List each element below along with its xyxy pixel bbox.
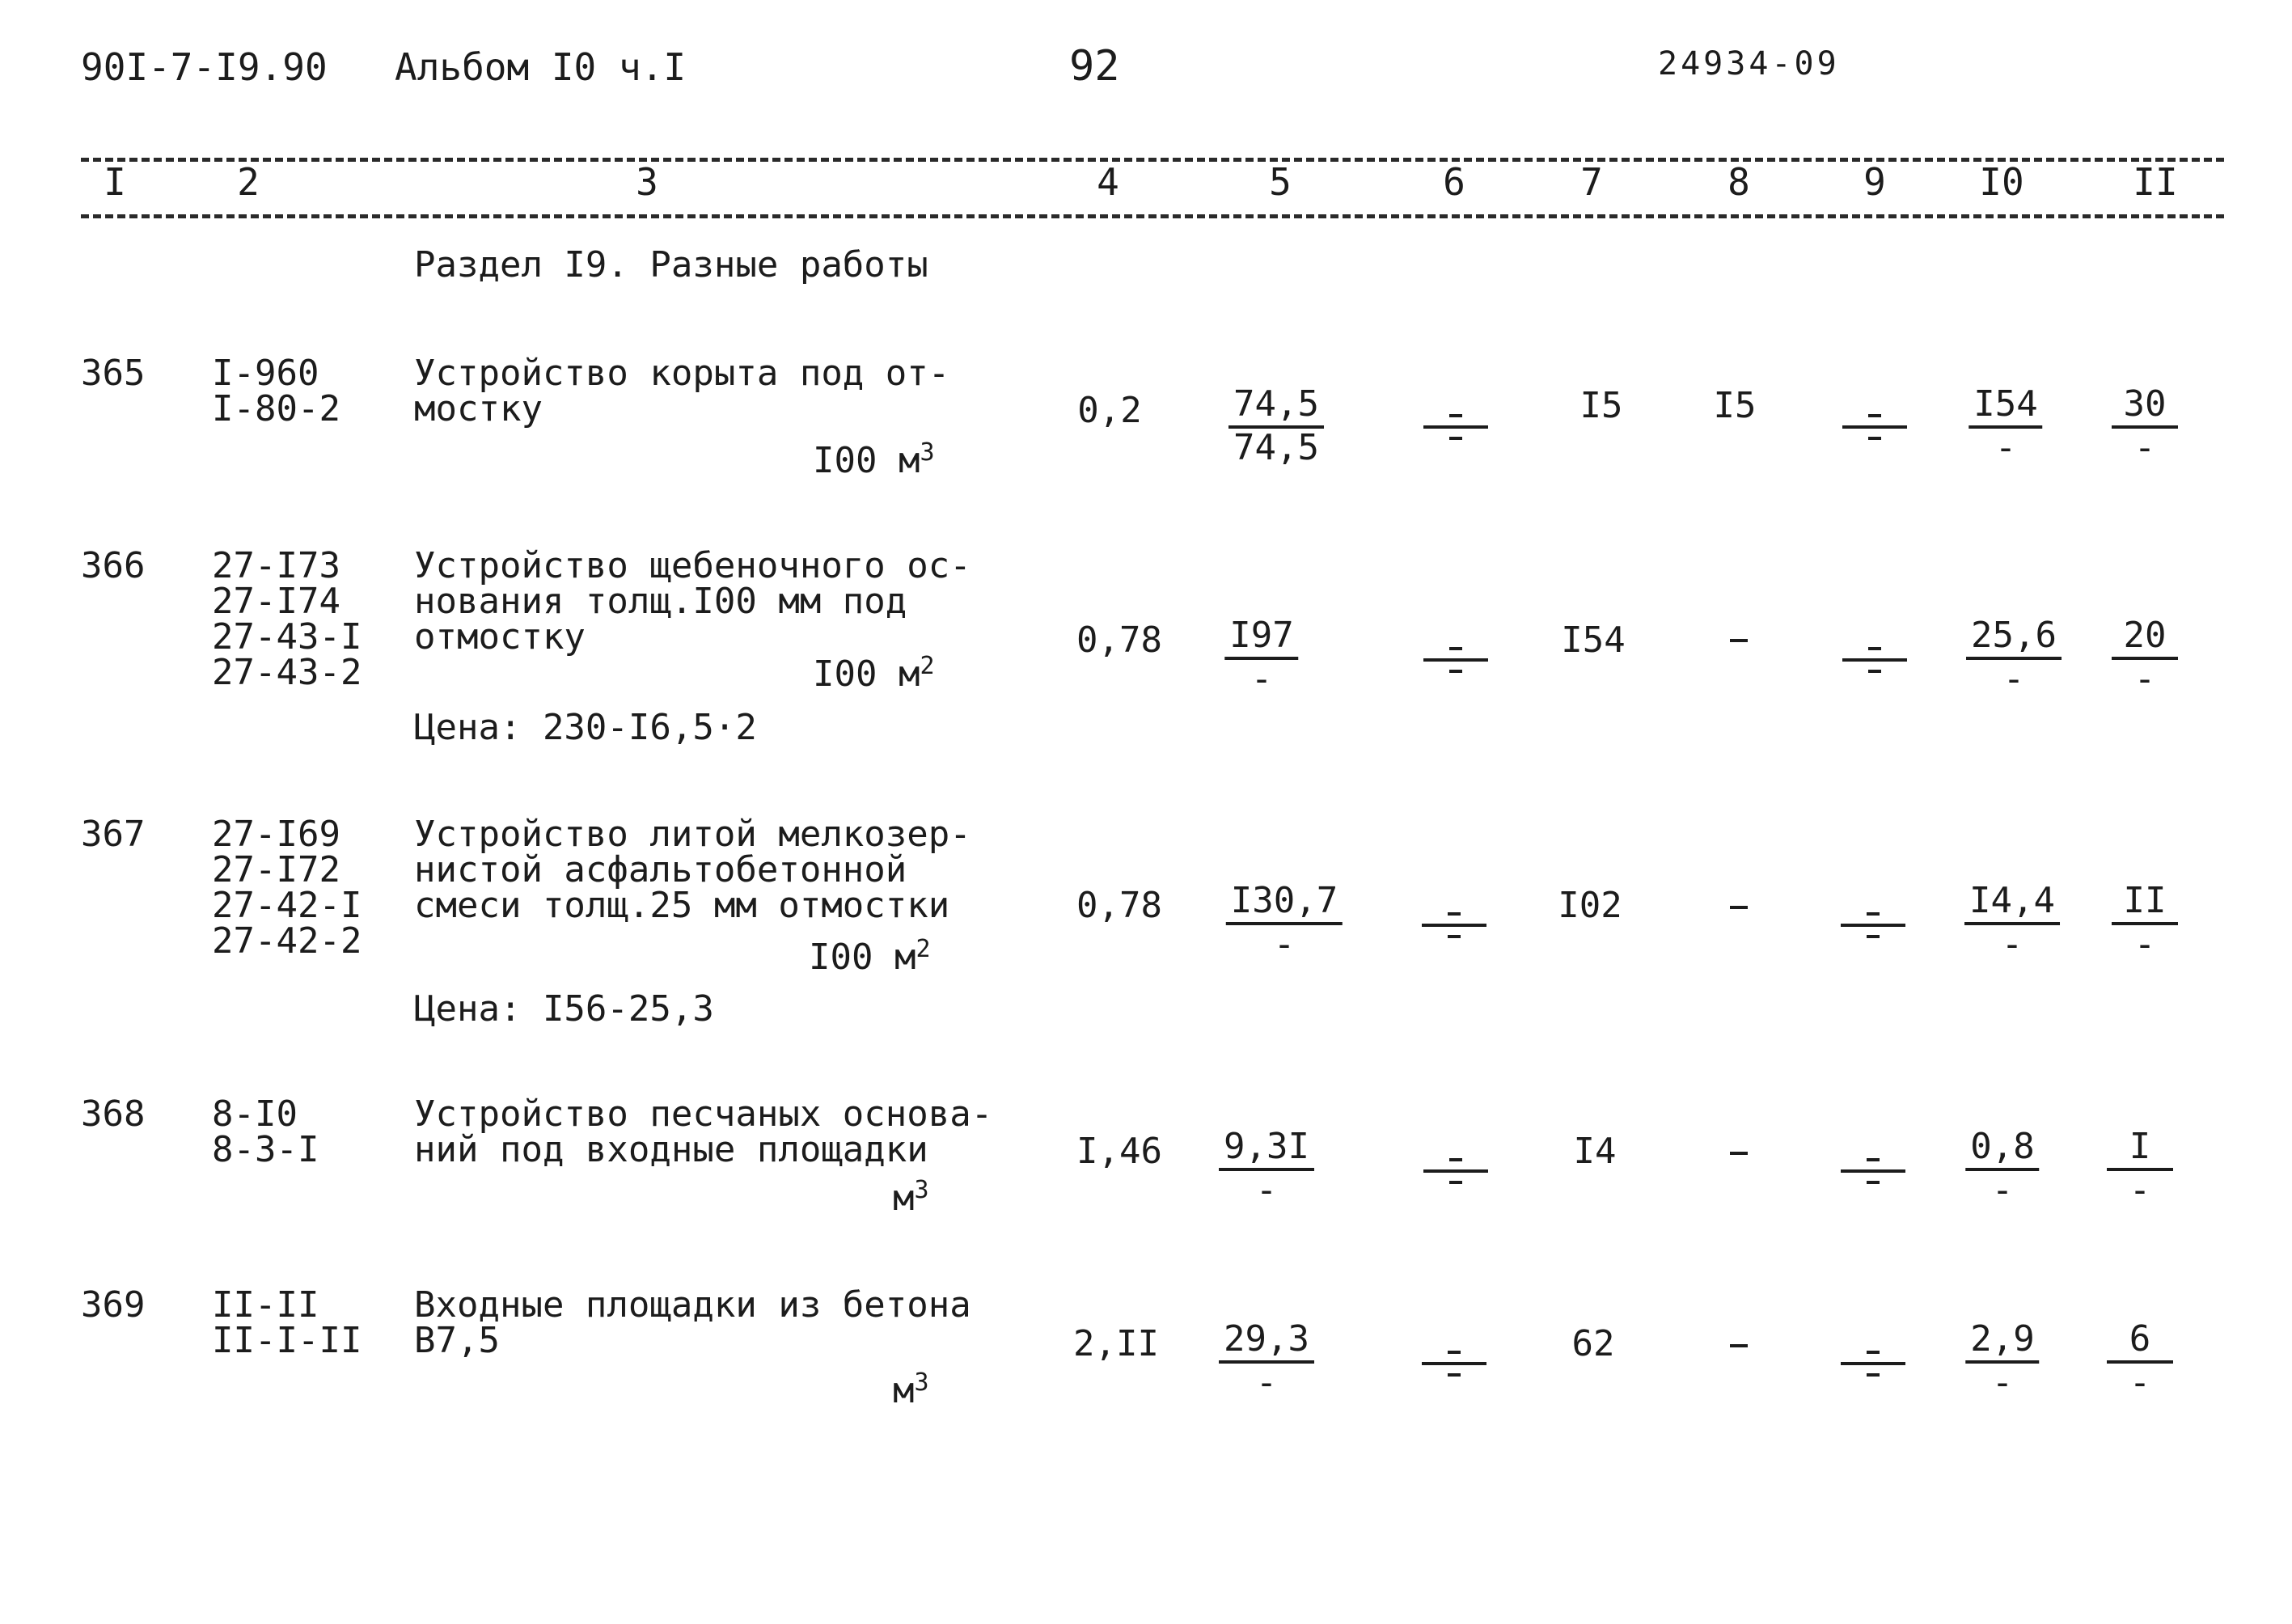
album-label: Альбом I0 ч.I [395, 45, 687, 89]
column-8-dash [1730, 906, 1748, 909]
norm-code: 27-43-I [212, 616, 362, 658]
unit-cost-fraction: I30,7 - [1226, 882, 1343, 964]
unit-of-measure: $м^3$ [893, 1368, 929, 1411]
quantity: 0,2 [1077, 390, 1142, 431]
quantity: I,46 [1076, 1131, 1162, 1172]
price-note: Цена: 230-I6,5·2 [414, 707, 757, 748]
empty-fraction-mark [1423, 1153, 1488, 1186]
column-10-value: I4,4 - [1964, 882, 2060, 964]
column-header-4: 4 [1097, 160, 1119, 204]
quantity: 2,II [1073, 1323, 1159, 1364]
norm-code: 27-42-2 [212, 920, 362, 962]
work-description: Устройство щебеночного ос- [414, 545, 971, 586]
column-header-2: 2 [237, 160, 260, 204]
work-description: мостку [414, 388, 543, 429]
unit-of-measure: I00 $м^2$ [809, 935, 931, 978]
column-header-8: 8 [1727, 160, 1750, 204]
column-11-value: 30 - [2112, 385, 2178, 467]
row-number: 366 [81, 545, 146, 586]
empty-fraction-mark [1841, 1153, 1905, 1186]
norm-code: 27-43-2 [212, 652, 362, 693]
column-header-10: I0 [1979, 160, 2024, 204]
column-11-value: 20 - [2112, 616, 2178, 699]
unit-of-measure: $м^3$ [893, 1176, 929, 1219]
unit-cost-fraction: 29,3 - [1219, 1320, 1314, 1402]
work-description: ний под входные площадки [414, 1129, 928, 1170]
column-8-dash [1730, 639, 1748, 642]
work-description: отмостку [414, 616, 586, 658]
work-description: Входные площадки из бетона [414, 1284, 971, 1326]
column-header-9: 9 [1863, 160, 1886, 204]
archive-stamp: 24934-09 [1658, 45, 1840, 82]
column-header-1: I [104, 160, 126, 204]
column-7-value: I4 [1573, 1131, 1617, 1172]
empty-fraction-mark [1841, 907, 1905, 940]
work-description: Устройство песчаных основа- [414, 1093, 993, 1135]
column-11-value: 6 - [2107, 1320, 2173, 1402]
empty-fraction-mark [1423, 409, 1488, 442]
column-11-value: II - [2112, 882, 2178, 964]
column-7-value: 62 [1571, 1323, 1615, 1364]
work-description: нования толщ.I00 мм под [414, 581, 907, 622]
row-number: 369 [81, 1284, 146, 1326]
column-header-5: 5 [1269, 160, 1292, 204]
norm-code: 27-I72 [212, 849, 340, 890]
empty-fraction-mark [1422, 907, 1486, 940]
unit-cost-fraction: 74,5 74,5 [1228, 385, 1324, 467]
norm-code: 27-I74 [212, 581, 340, 622]
norm-code: 27-I69 [212, 814, 340, 855]
unit-of-measure: I00 $м^2$ [813, 652, 935, 695]
column-header-7: 7 [1580, 160, 1603, 204]
empty-fraction-mark [1842, 409, 1907, 442]
norm-code: 27-42-I [212, 885, 362, 926]
column-10-value: 2,9 - [1965, 1320, 2039, 1402]
column-10-value: I54 - [1968, 385, 2042, 467]
norm-code: I-960 [212, 353, 319, 394]
empty-fraction-mark [1422, 1346, 1486, 1378]
column-7-value: I54 [1561, 620, 1626, 661]
row-number: 368 [81, 1093, 146, 1135]
price-note: Цена: I56-25,3 [414, 988, 714, 1030]
work-description: В7,5 [414, 1320, 500, 1361]
quantity: 0,78 [1076, 885, 1162, 926]
work-description: нистой асфальтобетонной [414, 849, 907, 890]
work-description: смеси толщ.25 мм отмостки [414, 885, 950, 926]
norm-code: 8-I0 [212, 1093, 298, 1135]
unit-cost-fraction: I97 - [1224, 616, 1298, 699]
document-code: 90I-7-I9.90 [81, 45, 328, 89]
column-8-dash [1730, 1152, 1748, 1155]
row-number: 367 [81, 814, 146, 855]
empty-fraction-mark [1841, 1346, 1905, 1378]
column-8-dash [1730, 1344, 1748, 1347]
row-number: 365 [81, 353, 146, 394]
column-8-value: I5 [1713, 385, 1757, 426]
header-rule-top [81, 158, 2224, 162]
column-10-value: 25,6 - [1966, 616, 2062, 699]
unit-of-measure: I00 $м^3$ [813, 438, 935, 481]
unit-cost-fraction: 9,3I - [1219, 1127, 1314, 1210]
header-rule-bottom [81, 214, 2224, 218]
norm-code: 8-3-I [212, 1129, 319, 1170]
column-7-value: I5 [1579, 385, 1623, 426]
work-description: Устройство литой мелкозер- [414, 814, 971, 855]
norm-code: II-I-II [212, 1320, 362, 1361]
column-11-value: I - [2107, 1127, 2173, 1210]
norm-code: II-II [212, 1284, 319, 1326]
column-header-3: 3 [636, 160, 658, 204]
quantity: 0,78 [1076, 620, 1162, 661]
page-number: 92 [1069, 42, 1120, 91]
section-title: Раздел I9. Разные работы [414, 244, 928, 285]
column-10-value: 0,8 - [1965, 1127, 2039, 1210]
empty-fraction-mark [1423, 642, 1488, 675]
column-7-value: I02 [1558, 885, 1622, 926]
work-description: Устройство корыта под от- [414, 353, 950, 394]
empty-fraction-mark [1842, 642, 1907, 675]
column-header-11: II [2133, 160, 2178, 204]
column-header-6: 6 [1443, 160, 1465, 204]
norm-code: 27-I73 [212, 545, 340, 586]
norm-code: I-80-2 [212, 388, 340, 429]
